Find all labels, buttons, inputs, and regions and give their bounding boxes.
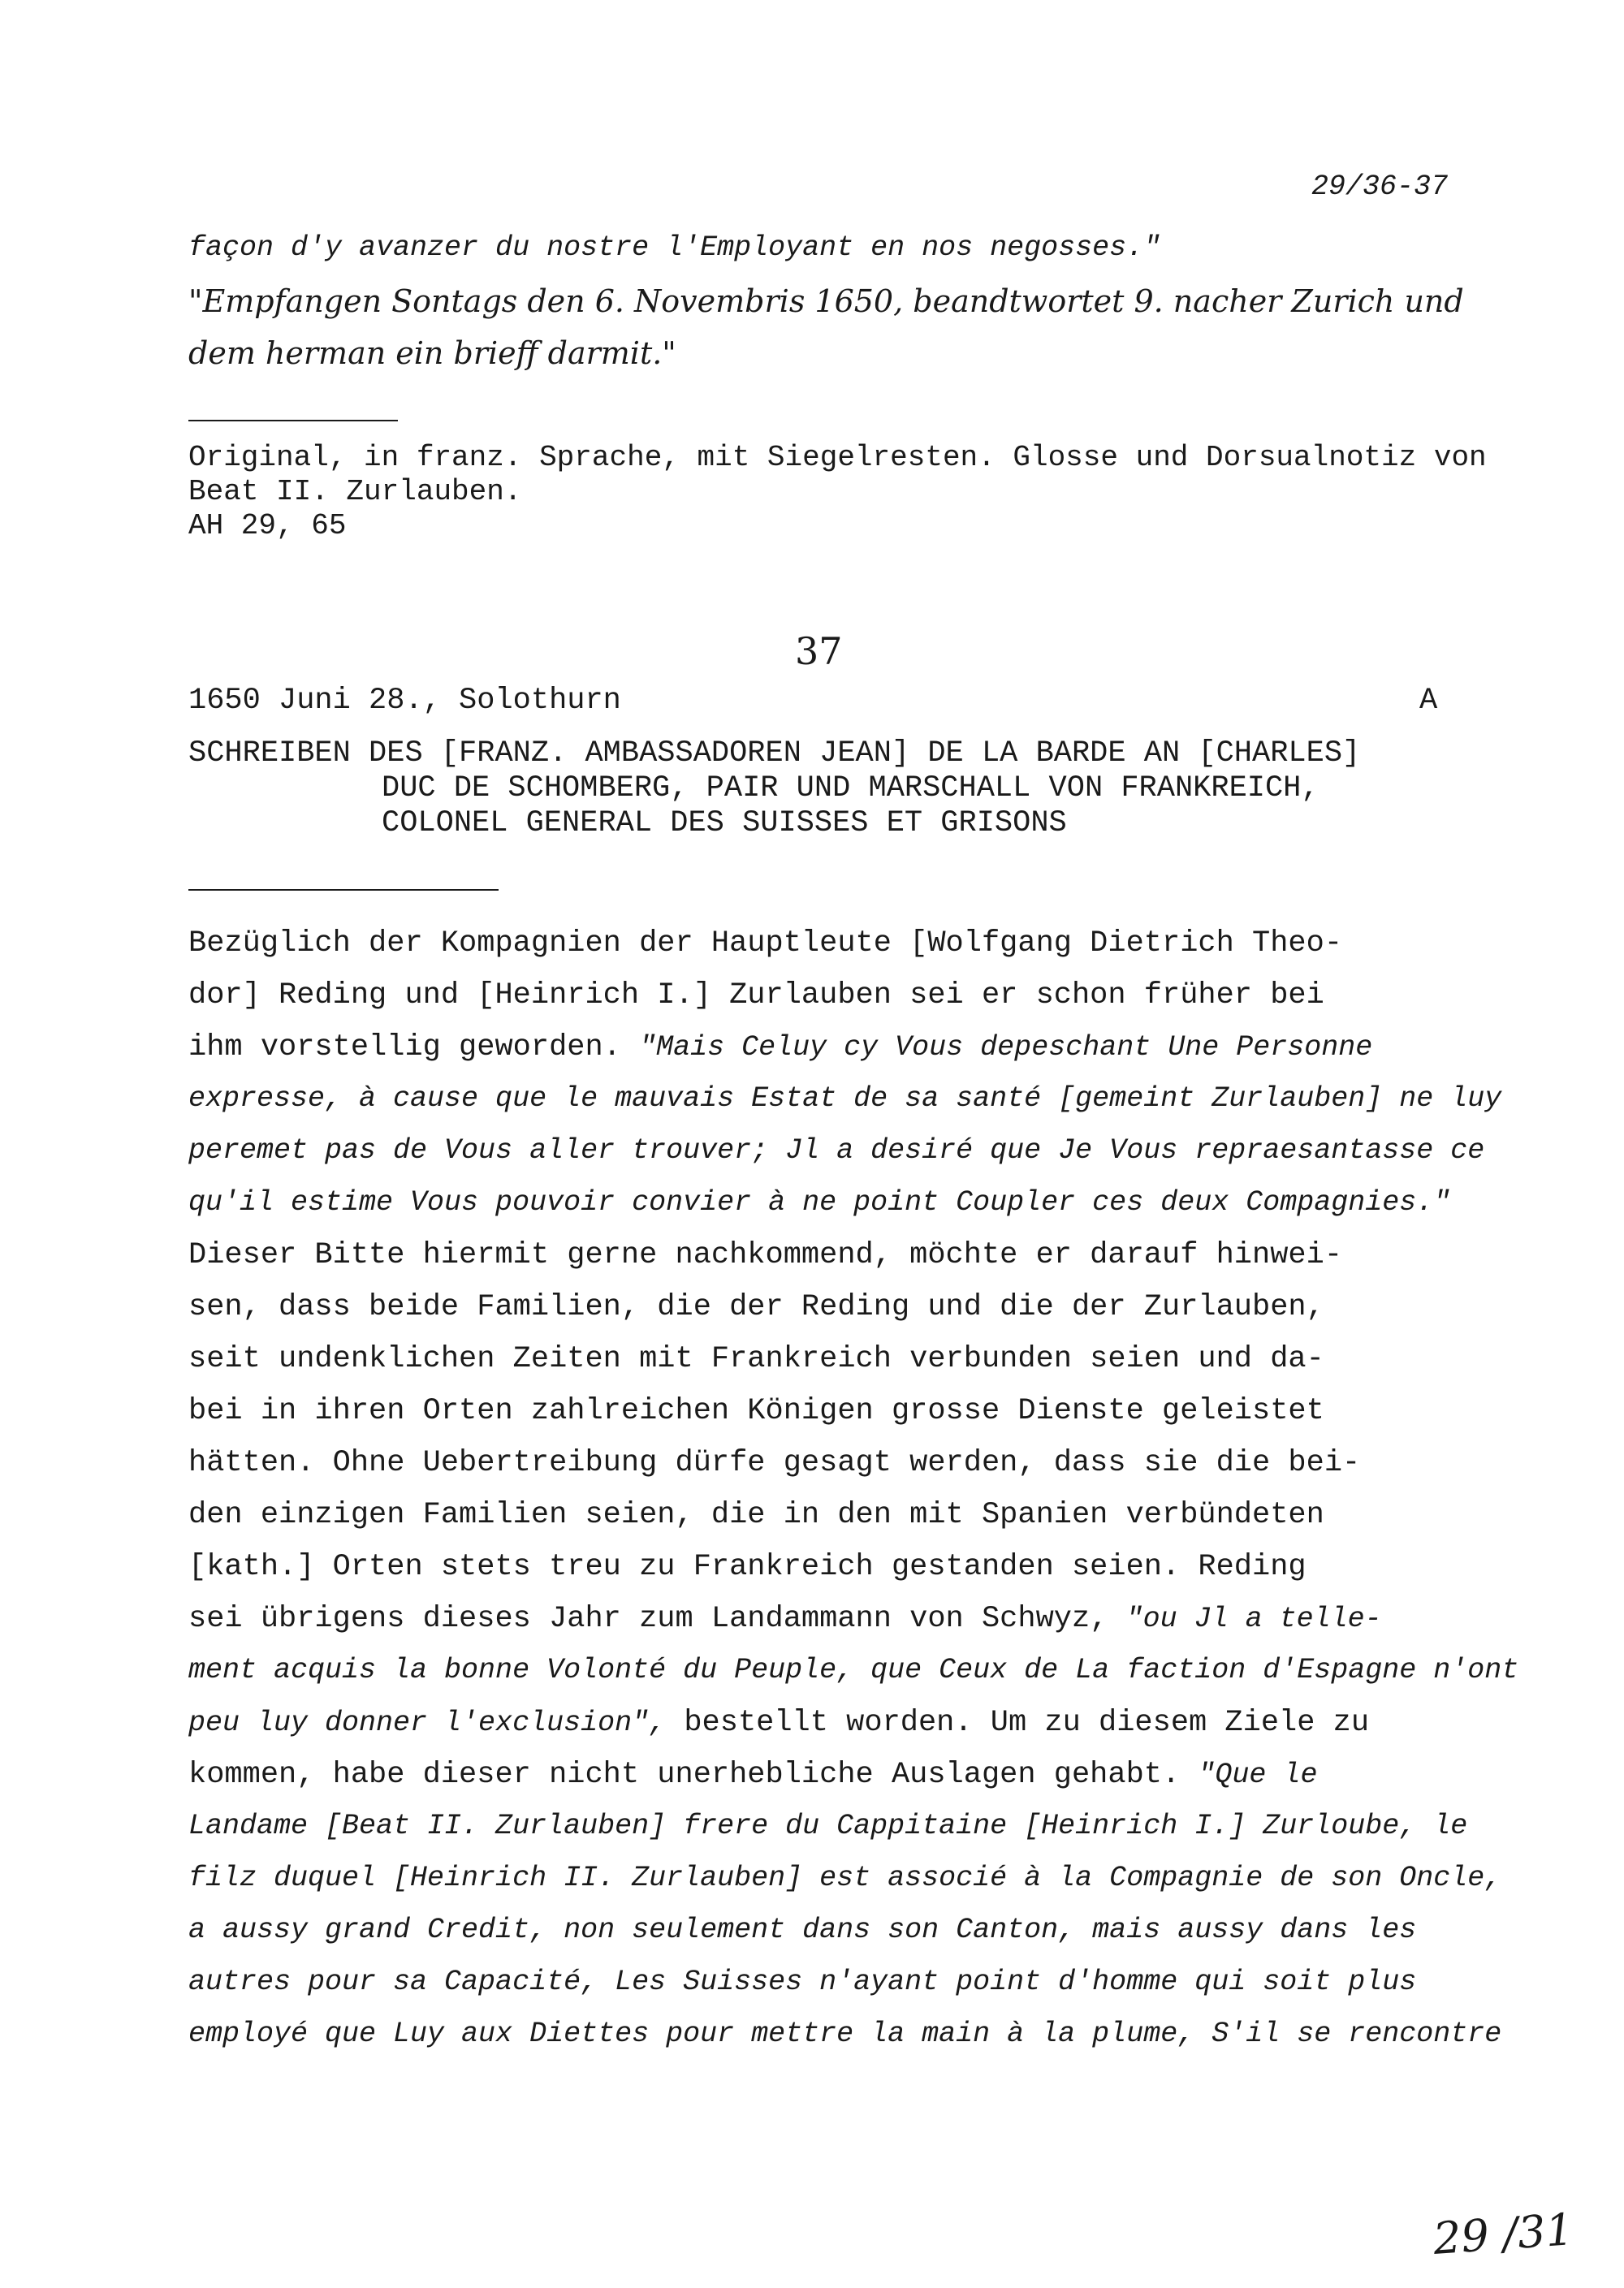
- body-line-5: peremet pas de Vous aller trouver; Jl a desiré que Je Vous repraesantasse ce: [188, 1134, 1485, 1167]
- title-line-1: SCHREIBEN DES [FRANZ. AMBASSADOREN JEAN] DE LA BARDE AN [CHARLES]: [188, 736, 1361, 771]
- folio-number: 29 /31: [1432, 2204, 1575, 2264]
- top-line-2: "Empfangen Sontags den 6. Novembris 1650, beandtwortet 9. nacher Zurich und: [188, 283, 1464, 319]
- body-line-13: [kath.] Orten stets treu zu Frankreich gestanden seien. Reding: [188, 1550, 1307, 1584]
- body-line-16-text: bestellt worden. Um zu diesem Ziele zu: [684, 1706, 1370, 1740]
- body-line-18: Landame [Beat II. Zurlauben] frere du Cappitaine [Heinrich I.] Zurloube, le: [188, 1810, 1468, 1842]
- body-line-14: [188, 1604, 1382, 1634]
- body-line-11: hätten. Ohne Uebertreibung dürfe gesagt werden, dass sie die bei-: [188, 1446, 1361, 1480]
- top-line-3: dem herman ein brieff darmit.": [188, 335, 676, 371]
- body-line-8: sen, dass beide Familien, die der Reding und die der Zurlauben,: [188, 1290, 1324, 1324]
- body-line-2: dor] Reding und [Heinrich I.] Zurlauben sei er schon früher bei: [188, 978, 1324, 1012]
- body-line-3: [188, 1030, 1373, 1064]
- body-line-14-quote: "ou Jl a telle-: [1125, 1603, 1382, 1635]
- divider-short: [188, 420, 398, 421]
- document-letter: A: [1419, 684, 1438, 718]
- body-line-12: den einzigen Familien seien, die in den mit Spanien verbündeten: [188, 1498, 1324, 1532]
- note-line-3: AH 29, 65: [188, 509, 347, 542]
- body-line-14-text: sei übrigens dieses Jahr zum Landammann von Schwyz,: [188, 1602, 1108, 1636]
- body-line-6: qu'il estime Vous pouvoir convier à ne point Coupler ces deux Compagnies.": [188, 1186, 1451, 1219]
- title-line-3: COLONEL GENERAL DES SUISSES ET GRISONS: [382, 806, 1067, 840]
- body-line-19: filz duquel [Heinrich II. Zurlauben] est associé à la Compagnie de son Oncle,: [188, 1862, 1502, 1894]
- body-line-20: a aussy grand Credit, non seulement dans son Canton, mais aussy dans les: [188, 1914, 1417, 1946]
- body-line-22: employé que Luy aux Diettes pour mettre la main à la plume, S'il se rencontre: [188, 2018, 1502, 2050]
- body-line-10: bei in ihren Orten zahlreichen Königen grosse Dienste geleistet: [188, 1394, 1324, 1428]
- title-line-2: DUC DE SCHOMBERG, PAIR UND MARSCHALL VON FRANKREICH,: [382, 771, 1320, 805]
- divider-title: [188, 889, 499, 891]
- note-line-1: Original, in franz. Sprache, mit Siegelresten. Glosse und Dorsualnotiz von: [188, 441, 1487, 474]
- body-line-15: ment acquis la bonne Volonté du Peuple, que Ceux de La faction d'Espagne n'ont: [188, 1654, 1519, 1686]
- body-line-3-quote: "Mais Celuy cy Vous depeschant Une Personne: [639, 1031, 1373, 1064]
- page-reference: 29/36-37: [1311, 171, 1449, 203]
- body-line-1: Bezüglich der Kompagnien der Hauptleute [Wolfgang Dietrich Theo-: [188, 926, 1343, 961]
- note-line-2: Beat II. Zurlauben.: [188, 475, 522, 508]
- top-line-1: façon d'y avanzer du nostre l'Employant en nos negosses.": [188, 231, 1161, 264]
- body-line-7: Dieser Bitte hiermit gerne nachkommend, möchte er darauf hinwei-: [188, 1238, 1343, 1272]
- body-line-9: seit undenklichen Zeiten mit Frankreich verbunden seien und da-: [188, 1342, 1324, 1376]
- body-line-17: [188, 1760, 1317, 1790]
- body-line-3-text: ihm vorstellig geworden.: [188, 1030, 621, 1064]
- body-line-16-quote: peu luy donner l'exclusion",: [188, 1707, 667, 1739]
- body-line-21: autres pour sa Capacité, Les Suisses n'ayant point d'homme qui soit plus: [188, 1966, 1417, 1998]
- document-number: 37: [795, 629, 843, 673]
- body-line-16: [188, 1708, 1369, 1738]
- date-place: 1650 Juni 28., Solothurn: [188, 684, 621, 718]
- body-line-17-quote: "Que le: [1198, 1759, 1318, 1791]
- body-line-4: expresse, à cause que le mauvais Estat de sa santé [gemeint Zurlauben] ne luy: [188, 1082, 1502, 1115]
- body-line-17-text: kommen, habe dieser nicht unerhebliche Auslagen gehabt.: [188, 1758, 1181, 1792]
